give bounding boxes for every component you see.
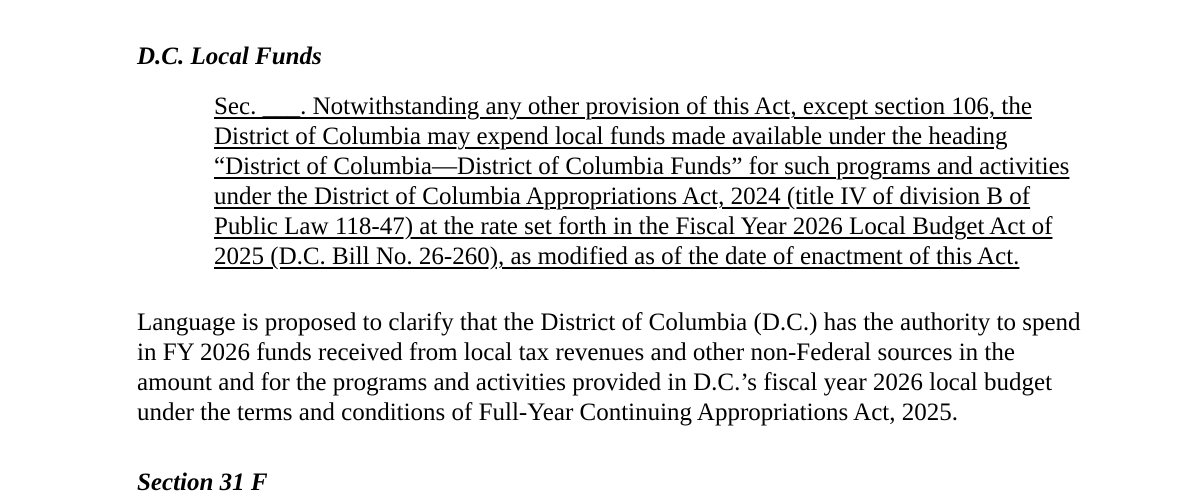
- explanation-paragraph: [137, 308, 1147, 428]
- amendment-line: “District of Columbia—District of Columbia Funds” for such programs and activities: [214, 153, 1070, 180]
- explanation-line: amount and for the programs and activities provided in D.C.’s fiscal year 2026 local budget: [137, 369, 1053, 396]
- amendment-line: 2025 (D.C. Bill No. 26-260), as modified as of the date of enactment of this Act.: [214, 243, 1020, 270]
- amendment-line: under the District of Columbia Appropriations Act, 2024 (title IV of division B of: [214, 183, 1031, 210]
- explanation-line: under the terms and conditions of Full-Year Continuing Appropriations Act, 2025.: [137, 399, 958, 426]
- next-section-heading-partial: Section 31 F: [137, 469, 268, 496]
- amendment-line: Sec. ___. Notwithstanding any other provision of this Act, except section 106, the: [214, 93, 1032, 120]
- amendment-paragraph: [214, 92, 1134, 272]
- explanation-line: in FY 2026 funds received from local tax revenues and other non-Federal sources in the: [137, 339, 1015, 366]
- section-heading: D.C. Local Funds: [137, 43, 322, 70]
- explanation-line: Language is proposed to clarify that the District of Columbia (D.C.) has the authority to spend: [137, 309, 1081, 336]
- amendment-line: Public Law 118-47) at the rate set forth in the Fiscal Year 2026 Local Budget Act of: [214, 213, 1053, 240]
- amendment-line: District of Columbia may expend local funds made available under the heading: [214, 123, 1008, 150]
